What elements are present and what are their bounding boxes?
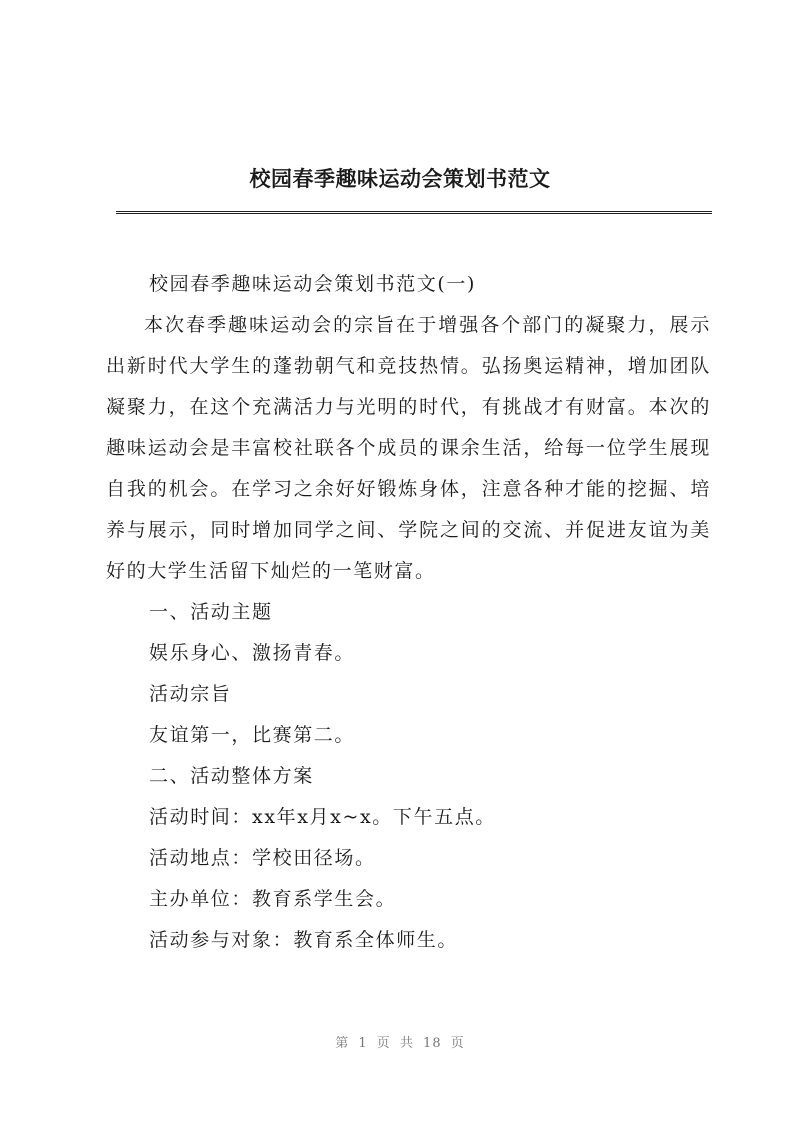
activity-location: 活动地点：学校田径场。 <box>149 847 376 869</box>
document-body <box>106 264 711 961</box>
header-divider <box>116 211 712 214</box>
activity-participants: 活动参与对象：教育系全体师生。 <box>149 929 459 951</box>
intro-paragraph: 本次春季趣味运动会的宗旨在于增强各个部门的凝聚力，展示出新时代大学生的蓬勃朝气和竞技热情。弘扬奥运精神，增加团队凝聚力，在这个充满活力与光明的时代，有挑战才有财富。本次的趣味运动会是丰富校社联各个成员的课余生活，给每一位学生展现自我的机会。在学习之余好好锻炼身体，注意各种才能的挖掘、培养与展示，同时增加同学之间、学院之间的交流、并促进友谊为美好的大学生活留下灿烂的一笔财富。 <box>106 314 711 582</box>
theme-text: 娱乐身心、激扬青春。 <box>149 642 356 664</box>
purpose-text: 友谊第一，比赛第二。 <box>149 724 356 746</box>
page-number: 第 1 页 共 18 页 <box>335 1036 465 1051</box>
subtitle: 校园春季趣味运动会策划书范文(一) <box>149 273 477 295</box>
purpose-heading: 活动宗旨 <box>149 683 232 705</box>
activity-organizer: 主办单位：教育系学生会。 <box>149 888 397 910</box>
section-heading-theme: 一、活动主题 <box>149 601 273 623</box>
document-title: 校园春季趣味运动会策划书范文 <box>249 166 551 191</box>
activity-time: 活动时间：xx年x月x~x。下午五点。 <box>149 806 496 828</box>
section-heading-plan: 二、活动整体方案 <box>149 765 314 787</box>
